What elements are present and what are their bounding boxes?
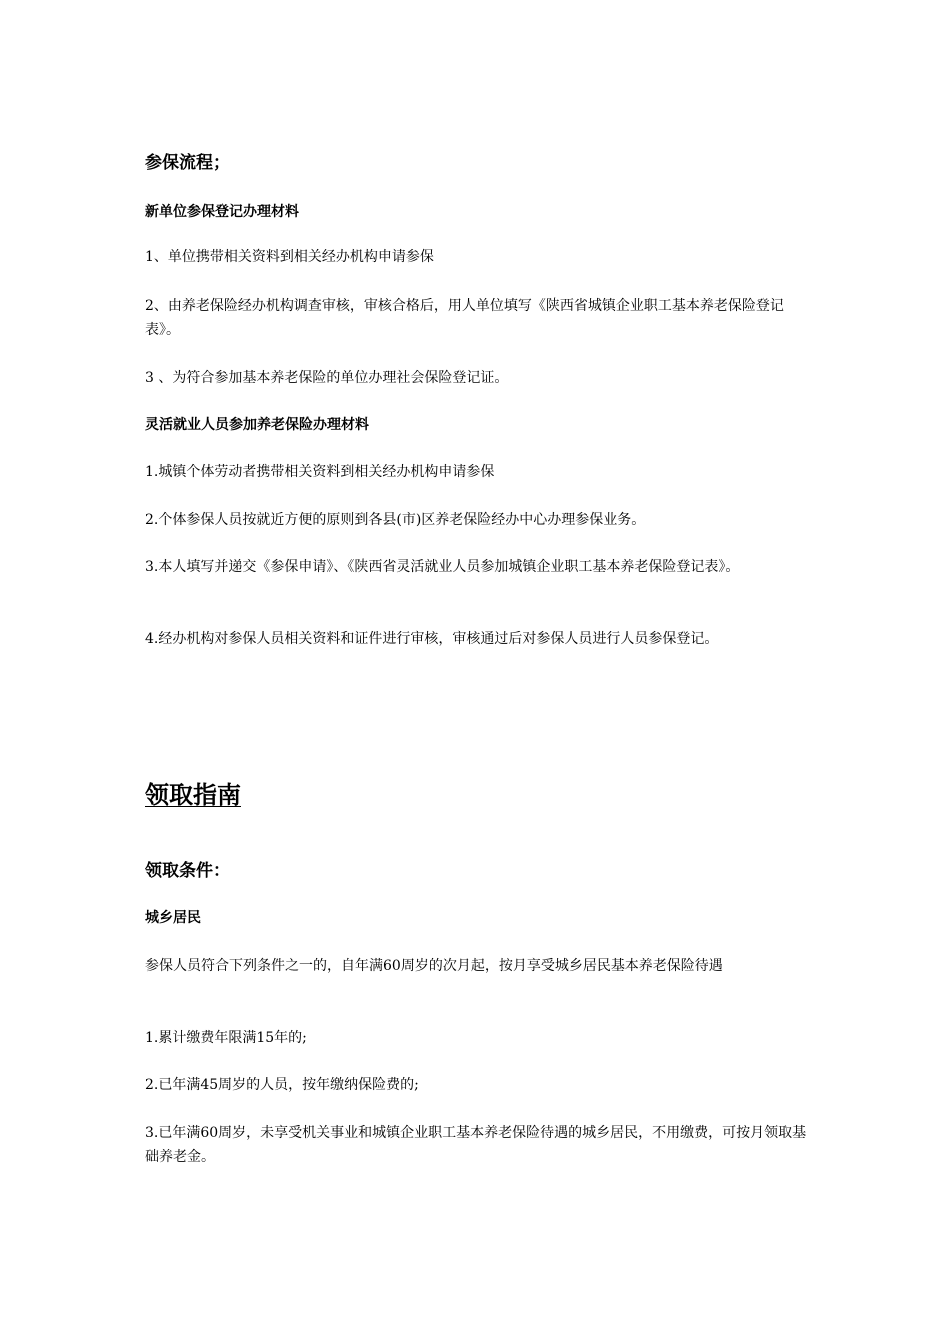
residents-intro: 参保人员符合下列条件之一的，自年满60周岁的次月起，按月享受城乡居民基本养老保险待遇: [145, 958, 723, 974]
new-unit-item-3: 3 、为符合参加基本养老保险的单位办理社会保险登记证。: [145, 370, 509, 386]
conditions-heading: 领取条件：: [145, 861, 230, 881]
flexible-item-2: 2.个体参保人员按就近方便的原则到各县(市)区养老保险经办中心办理参保业务。: [145, 512, 646, 528]
new-unit-item-2: 2、由养老保险经办机构调查审核，审核合格后，用人单位填写《陕西省城镇企业职工基本养老保险登记表》。: [145, 298, 784, 338]
flexible-item-1: 1.城镇个体劳动者携带相关资料到相关经办机构申请参保: [145, 464, 495, 480]
residents-item-2: 2.已年满45周岁的人员，按年缴纳保险费的;: [145, 1077, 419, 1093]
flexible-title: 灵活就业人员参加养老保险办理材料: [145, 417, 369, 433]
flexible-item-4: 4.经办机构对参保人员相关资料和证件进行审核，审核通过后对参保人员进行人员参保登记。: [145, 631, 719, 647]
flexible-item-3: 3.本人填写并递交《参保申请》、《陕西省灵活就业人员参加城镇企业职工基本养老保险登记表》。: [145, 559, 740, 575]
new-unit-title: 新单位参保登记办理材料: [145, 204, 299, 220]
enroll-heading: 参保流程；: [145, 153, 230, 173]
residents-item-1: 1.累计缴费年限满15年的;: [145, 1030, 307, 1046]
new-unit-item-1: 1、单位携带相关资料到相关经办机构申请参保: [145, 249, 434, 265]
residents-item-3: 3.已年满60周岁，未享受机关事业和城镇企业职工基本养老保险待遇的城乡居民，不用缴费，可按月领取基础养老金。: [145, 1125, 807, 1165]
residents-title: 城乡居民: [145, 910, 201, 926]
guide-title: 领取指南: [145, 781, 241, 809]
